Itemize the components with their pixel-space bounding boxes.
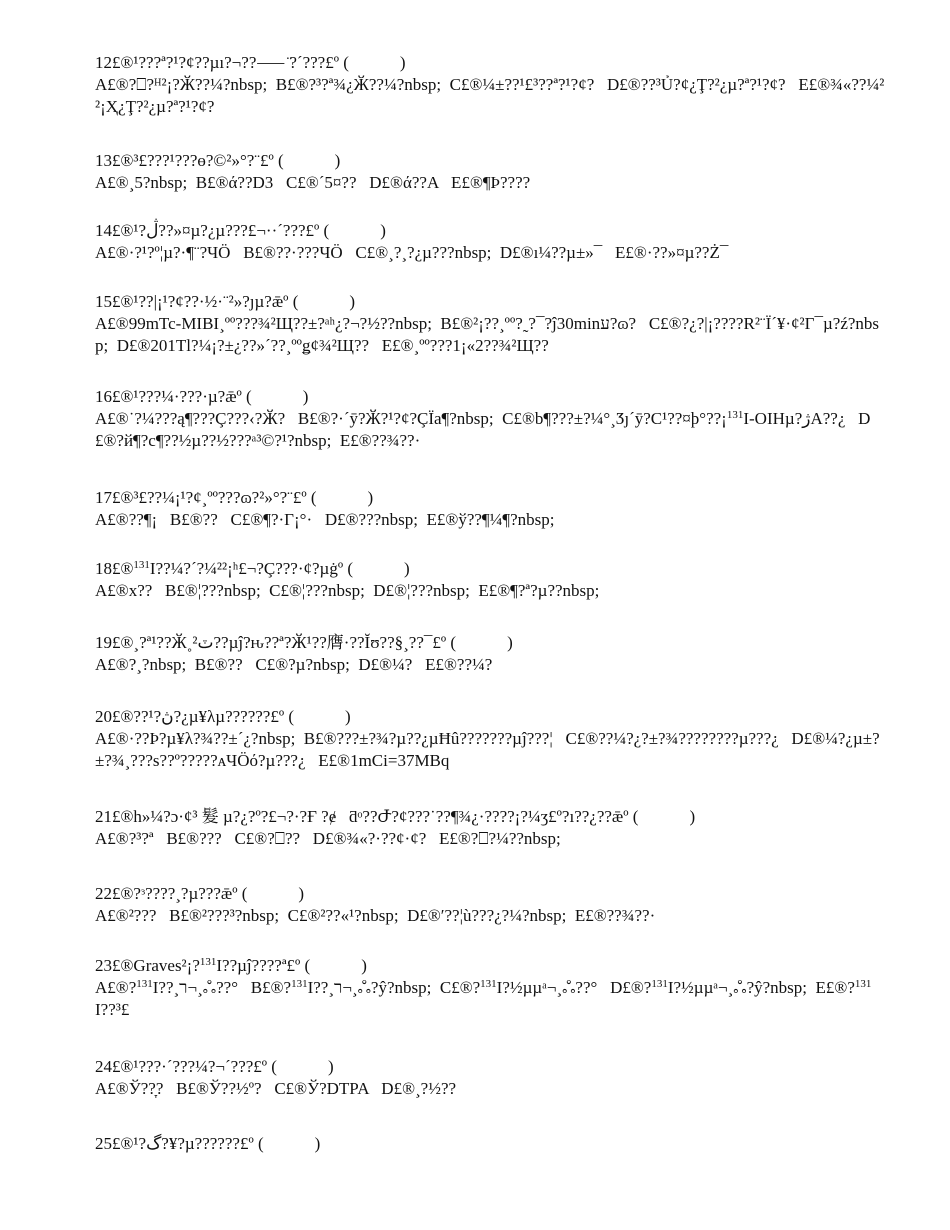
superscript-text: 131 (291, 978, 308, 990)
question-options: A£®?¸?nbsp; B£®?? C£®?µ?nbsp; D£®¼? E£®??¼? (95, 655, 493, 674)
question-stem: 16£®¹???¼·???·µ?ǣº ( ) (95, 387, 309, 406)
question-options: A£®˙?¼???ą¶???Ç???‹?Ӂ? B£®?·´ӯ?Ӂ?¹?¢?ÇÏa¶?nbsp; C£®b¶???±?¼°¸Ӡȷ´ӯ?C¹??¤þ°??¡$^{131}$I-OIHµ?ژA??¿ D£®?й¶?c¶??½µ??½???ᵃ³©?¹?nbsp; E£®??¾??· (95, 409, 871, 450)
question-25 (95, 1133, 887, 1155)
question-options: A£®?⎕?ᴴ²¡?Ӂ??¼?nbsp; B£®?³?ª¾¿Ӂ??¼?nbsp; C£®¼±??¹£³??ª?¹?¢? D£®??³Ủ?¢¿Ţ?²¿µ?ª?¹?¢? E£®¾«??¼²²¡Ҳ¿Ţ?²¿µ?ª?¹?¢? (95, 75, 885, 116)
superscript-text: 131 (726, 409, 744, 421)
question-stem: 21£®h»¼?ɔ·¢³ 髮 µ?¿?º?£¬?·?Ғ ?ɇ ƌᵒ??Ժ?¢???˙??¶¾¿·????¡?¼ʒ£º?ı??¿??ǣº ( ) (95, 807, 696, 826)
question-22 (95, 883, 887, 927)
question-16 (95, 386, 887, 452)
question-options: A£®?$^{131}$I??¸ﬧ¬¸ஃ??° B£®?$^{131}$I??¸ﬧ¬¸ஃ?ŷ?nbsp; C£®?$^{131}$I?½µµᵃ¬¸ஃ??° D£®?$^{131}$I?½µµᵃ¬¸ஃ?ŷ?nbsp; E£®?$^{131}$I??³£ (95, 978, 872, 1019)
superscript-text: 131 (133, 559, 150, 571)
question-12 (95, 52, 887, 118)
question-stem: 14£®¹?ڷ??»¤µ?¿µ???£¬··´???£º ( ) (95, 221, 386, 240)
question-15 (95, 291, 887, 357)
question-options: A£®·?¹?º¦µ?·¶¨?ЧÖ B£®??·???ЧÖ C£®¸?¸?¿µ???nbsp; D£®ı¼??µ±»¯ E£®·??»¤µ??Ż¯ (95, 243, 729, 262)
question-stem: 15£®¹??|¡¹?¢??·½·¨²»?ȷµ?ǣº ( ) (95, 292, 356, 311)
question-13 (95, 150, 887, 194)
question-stem: 17£®³£??¼¡¹?¢¸ºº???ɷ?²»°?¨£º ( ) (95, 488, 374, 507)
superscript-text: 131 (199, 956, 217, 968)
question-stem: 18£®$^{131}$I??¼?´?¼²²¡ʰ£¬?Ç???·¢?µġº ( ) (95, 559, 410, 578)
question-options: A£®x?? B£®¦???nbsp; C£®¦???nbsp; D£®¦???nbsp; E£®¶?ª?µ??nbsp; (95, 581, 600, 600)
question-17 (95, 487, 887, 531)
superscript-text: 131 (651, 978, 668, 990)
question-options: A£®²??? B£®²???³?nbsp; C£®²??«¹?nbsp; D£®′??¦ù???¿?¼?nbsp; E£®??¾??· (95, 906, 656, 925)
question-19 (95, 632, 887, 676)
question-stem: 13£®³£???¹???ɵ?©²»°?¨£º ( ) (95, 151, 341, 170)
question-options: A£®99mTc-MIBI¸ºº???¾²Щ??±?ᵃʰ¿?¬?½??nbsp; B£®²¡??¸ºº?˷?¯?ĵ30minע?ɷ? C£®?¿?|¡????R²¨Ï´¥·¢²Г¯µ?ź?nbsp; D£®201Tl?¼¡?±¿??»´??¸ººǥ¢¾²Щ?? E£®¸ºº???1¡«2??¾²Щ?? (95, 314, 880, 355)
question-stem: 20£®??¹?ڽ?¿µ¥λµ??????£º ( ) (95, 707, 351, 726)
question-stem: 25£®¹?گ?¥?µ??????£º ( ) (95, 1134, 321, 1153)
question-24 (95, 1056, 887, 1100)
question-options: A£®·??Ϸ?µ¥λ?¾??±´¿?nbsp; B£®???±?¾?µ??¿µĦû???????µĵ???¦ C£®??¼?¿?±?¾????????µ???¿ D£®¼?¿µ±?±?¾¸???ѕ??º?????ᴀЧÖό?µ???¿ E£®1mCi=37MBq (95, 729, 880, 770)
question-stem: 24£®¹???·´???¼?¬´???£º ( ) (95, 1057, 334, 1076)
question-options: A£®?³?ª B£®??? C£®?⎕?? D£®¾«?·??¢·¢? E£®?⎕?¼??nbsp; (95, 829, 561, 848)
superscript-text: 131 (136, 978, 153, 990)
superscript-text: 131 (480, 978, 497, 990)
question-stem: 23£®Graves²¡?$^{131}$I??µĵ????ª£º ( ) (95, 956, 367, 975)
question-23 (95, 955, 887, 1021)
question-18 (95, 558, 887, 602)
superscript-text: 131 (854, 978, 872, 990)
question-options: A£®??¶¡ B£®?? C£®¶?·Г¡°· D£®???nbsp; E£®ў??¶¼¶?nbsp; (95, 510, 555, 529)
question-stem: 22£®?ᵌ????¸?µ???ǣº ( ) (95, 884, 305, 903)
question-21 (95, 806, 887, 850)
question-options: A£®¸5?nbsp; B£®ά??D3 C£®´5¤?? D£®ά??A E£®¶Ϸ???? (95, 173, 531, 192)
question-20 (95, 706, 887, 772)
question-stem: 12£®¹???ª?¹?¢??µı?¬??⸺ ̈?´???£º ( ) (95, 53, 406, 72)
question-options: A£®Ў??̞? B£®Ў??½º? C£®Ў?DTPA D£®¸?½?? (95, 1079, 457, 1098)
question-14 (95, 220, 887, 264)
question-stem: 19£®¸?ª¹??Ӂ˳²ٽ??µĵ?ԋ??ª?Ӂ¹??膺·??Ĭʊ??§¸??¯£º ( ) (95, 633, 513, 652)
